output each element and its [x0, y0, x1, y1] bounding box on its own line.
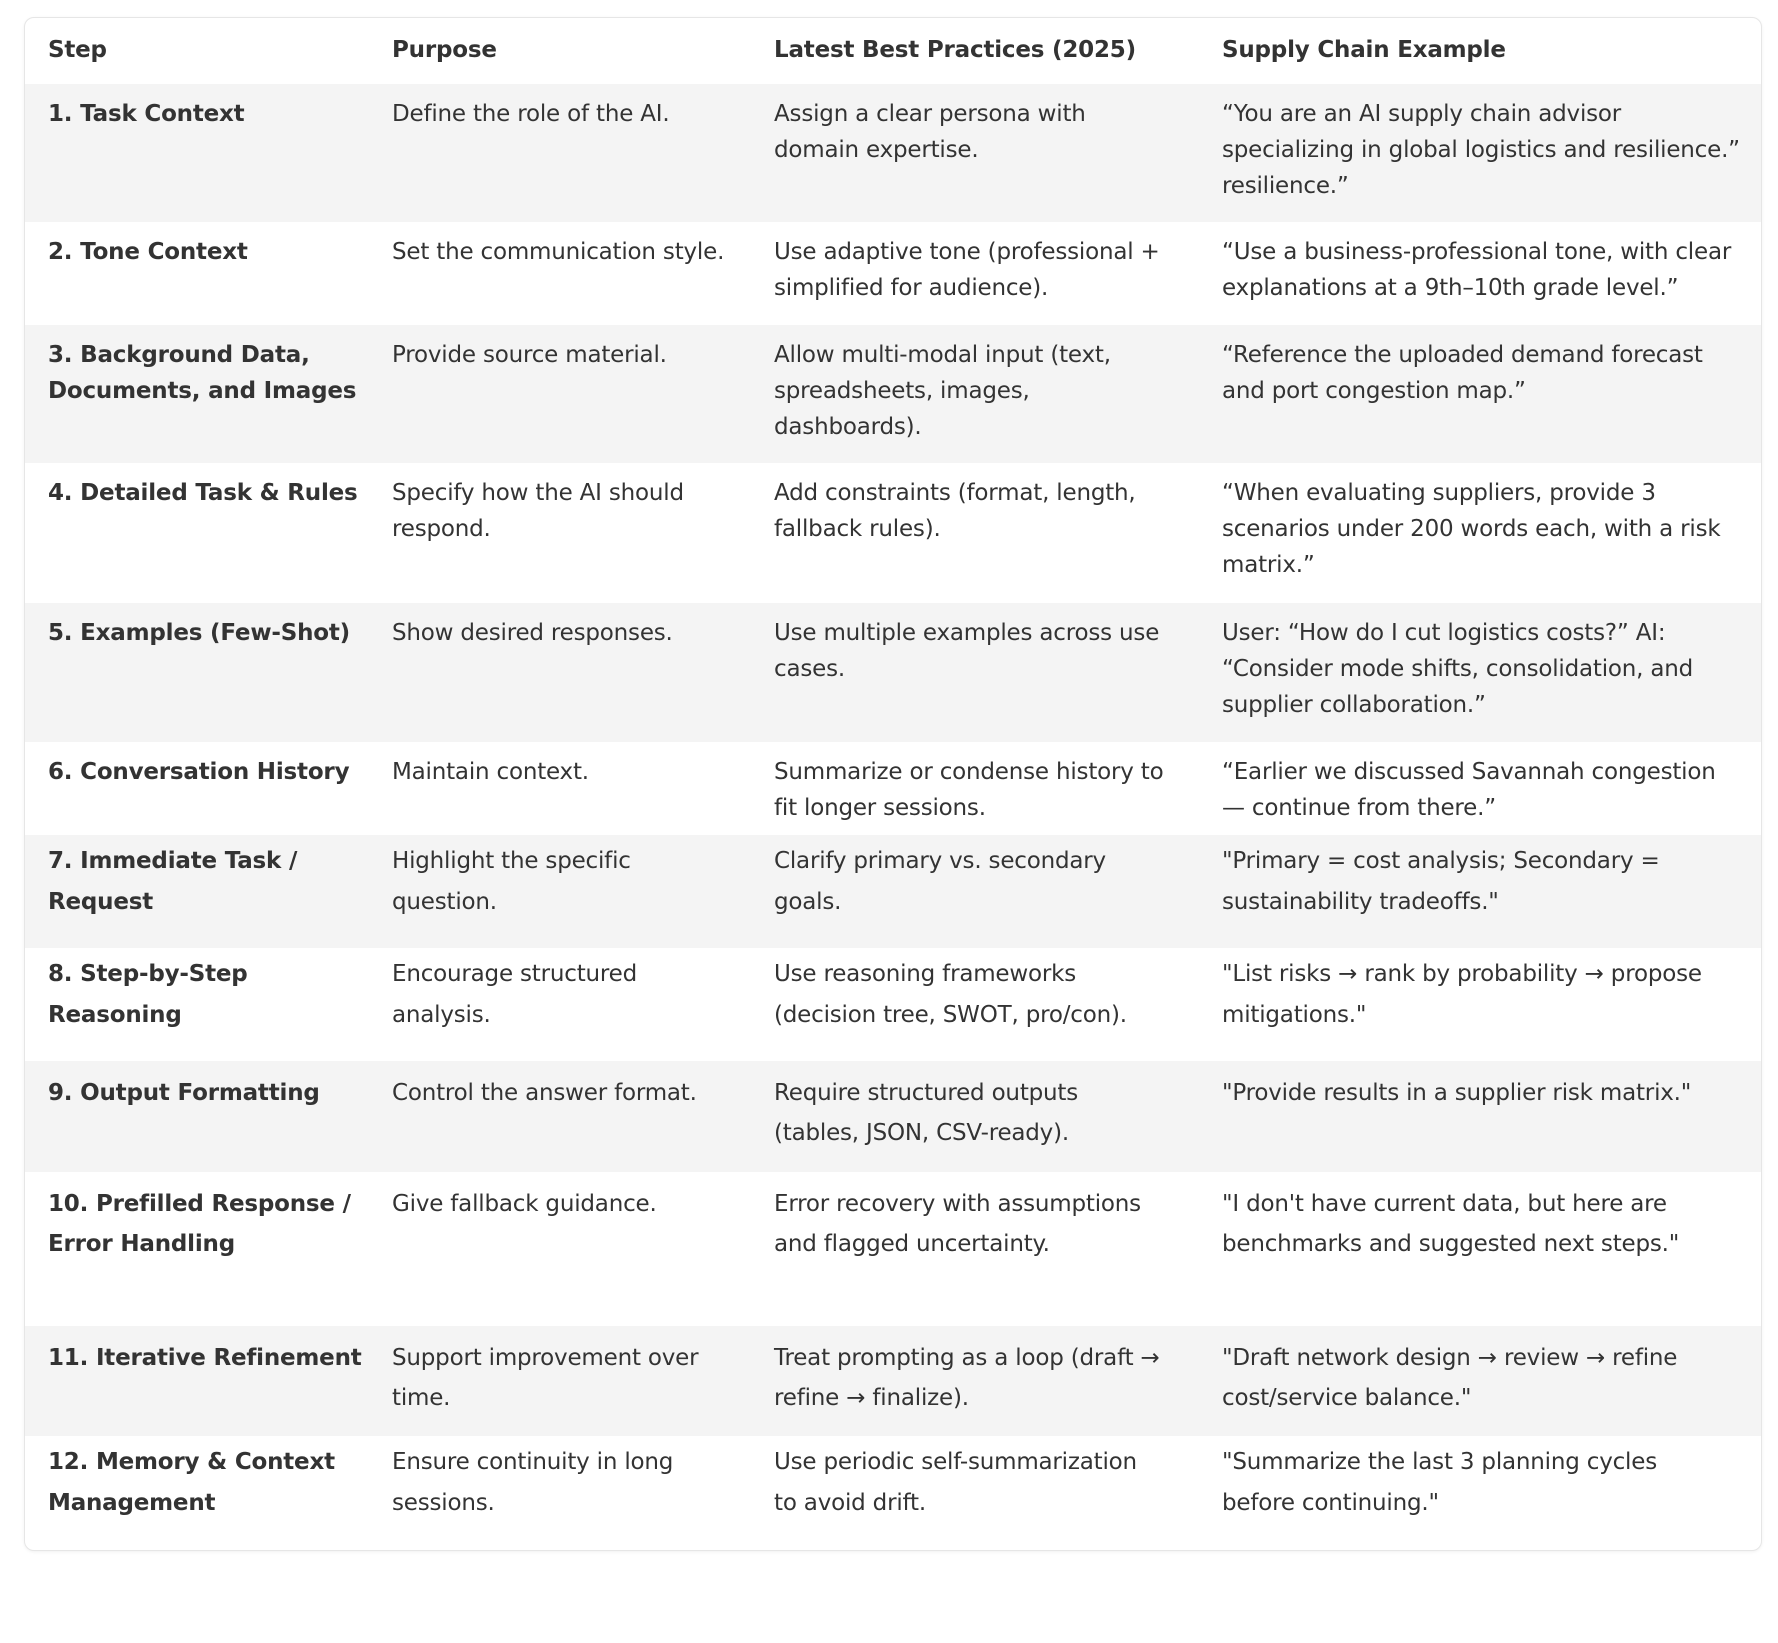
purpose-cell-line: sessions.: [392, 1490, 495, 1516]
step-cell-line: 9. Output Formatting: [48, 1080, 320, 1106]
best-practice-cell-line: Require structured outputs: [774, 1080, 1079, 1106]
purpose-cell-line: analysis.: [392, 1002, 491, 1028]
best-practice-cell-line: fit longer sessions.: [774, 795, 986, 821]
table-header-row: [25, 18, 1761, 84]
best-practice-cell-line: dashboards).: [774, 414, 922, 440]
best-practice-cell-line: spreadsheets, images,: [774, 378, 1030, 404]
best-practice-cell-line: Add constraints (format, length,: [774, 480, 1136, 506]
best-practice-cell: [774, 1073, 1194, 1153]
purpose-cell-line: Ensure continuity in long: [392, 1449, 674, 1475]
step-cell-line: 7. Immediate Task /: [48, 848, 298, 874]
best-practice-cell: [774, 754, 1194, 826]
step-cell: [48, 337, 368, 409]
purpose-cell-line: Provide source material.: [392, 342, 667, 368]
example-cell-line: “Earlier we discussed Savannah congestion: [1222, 759, 1716, 785]
best-practice-cell: [774, 475, 1194, 547]
example-cell-line: User: “How do I cut logistics costs?” AI:: [1222, 620, 1666, 646]
step-cell: [48, 841, 368, 923]
best-practice-cell-line: Use periodic self-summarization: [774, 1449, 1137, 1475]
example-cell-line: sustainability tradeoffs.": [1222, 889, 1499, 915]
best-practice-cell-line: Allow multi-modal input (text,: [774, 342, 1111, 368]
purpose-cell-line: question.: [392, 889, 497, 915]
step-cell: [48, 1073, 368, 1113]
step-cell-line: Management: [48, 1490, 216, 1516]
table-row: [25, 1172, 1761, 1326]
table-row: [25, 222, 1761, 325]
purpose-cell-line: Show desired responses.: [392, 620, 673, 646]
purpose-cell: [392, 841, 752, 923]
example-cell-line: specializing in global logistics and resilience.”: [1222, 137, 1740, 163]
example-cell: [1222, 1442, 1752, 1524]
best-practice-cell-line: Error recovery with assumptions: [774, 1191, 1141, 1217]
purpose-cell-line: Specify how the AI should: [392, 480, 684, 506]
example-cell-line: “You are an AI supply chain advisor: [1222, 101, 1622, 127]
step-cell-line: Error Handling: [48, 1231, 235, 1257]
table-row: [25, 463, 1761, 603]
example-cell: [1222, 954, 1752, 1036]
best-practice-cell-line: Assign a clear persona with: [774, 101, 1086, 127]
example-cell-line: and port congestion map.”: [1222, 378, 1526, 404]
purpose-cell-line: Support improvement over: [392, 1345, 699, 1371]
best-practice-cell-line: refine → finalize).: [774, 1385, 969, 1411]
purpose-cell: [392, 475, 752, 547]
table-row: [25, 1326, 1761, 1436]
example-cell: [1222, 337, 1752, 409]
best-practice-cell-line: (tables, JSON, CSV-ready).: [774, 1120, 1069, 1146]
best-practice-cell-line: and flagged uncertainty.: [774, 1231, 1050, 1257]
purpose-cell: [392, 337, 752, 373]
example-cell: [1222, 475, 1752, 583]
best-practice-cell-line: simplified for audience).: [774, 275, 1049, 301]
table-row: [25, 1436, 1761, 1550]
example-cell-line: mitigations.": [1222, 1002, 1367, 1028]
step-cell-line: 2. Tone Context: [48, 239, 248, 265]
purpose-cell-line: time.: [392, 1385, 451, 1411]
example-cell-line: “Use a business-professional tone, with clear: [1222, 239, 1732, 265]
purpose-cell: [392, 1442, 752, 1524]
step-cell: [48, 96, 368, 132]
example-cell-line: before continuing.": [1222, 1490, 1439, 1516]
example-cell-line: benchmarks and suggested next steps.": [1222, 1231, 1680, 1257]
table-row: [25, 325, 1761, 463]
purpose-cell: [392, 954, 752, 1036]
best-practice-cell-line: (decision tree, SWOT, pro/con).: [774, 1002, 1127, 1028]
purpose-cell-line: respond.: [392, 516, 491, 542]
step-cell-line: 11. Iterative Refinement: [48, 1345, 362, 1371]
purpose-cell-line: Encourage structured: [392, 961, 637, 987]
best-practice-cell-line: domain expertise.: [774, 137, 979, 163]
example-cell-line: — continue from there.”: [1222, 795, 1496, 821]
example-cell-line: explanations at a 9th–10th grade level.”: [1222, 275, 1679, 301]
best-practice-cell-line: Use multiple examples across use: [774, 620, 1160, 646]
header-supply-chain-example: Supply Chain Example: [1222, 37, 1506, 63]
best-practice-cell-line: Treat prompting as a loop (draft →: [774, 1345, 1160, 1371]
best-practice-cell-line: Use adaptive tone (professional +: [774, 239, 1160, 265]
example-cell-line: resilience.”: [1222, 173, 1349, 199]
best-practice-cell: [774, 1338, 1194, 1418]
example-cell-line: scenarios under 200 words each, with a risk: [1222, 516, 1721, 542]
table-row: [25, 742, 1761, 835]
example-cell: [1222, 1073, 1752, 1113]
best-practice-cell-line: Use reasoning frameworks: [774, 961, 1077, 987]
purpose-cell: [392, 96, 752, 132]
purpose-cell: [392, 615, 752, 651]
best-practice-cell-line: cases.: [774, 656, 845, 682]
example-cell-line: "Summarize the last 3 planning cycles: [1222, 1449, 1657, 1475]
prompt-framework-table: [24, 17, 1762, 1551]
table-row: [25, 948, 1761, 1061]
purpose-cell: [392, 1184, 752, 1224]
example-cell-line: "Primary = cost analysis; Secondary =: [1222, 848, 1660, 874]
best-practice-cell-line: Summarize or condense history to: [774, 759, 1164, 785]
example-cell: [1222, 1338, 1752, 1418]
example-cell: [1222, 754, 1752, 826]
best-practice-cell-line: to avoid drift.: [774, 1490, 926, 1516]
purpose-cell-line: Maintain context.: [392, 759, 589, 785]
example-cell-line: “Reference the uploaded demand forecast: [1222, 342, 1703, 368]
step-cell-line: 12. Memory & Context: [48, 1449, 335, 1475]
best-practice-cell: [774, 841, 1194, 923]
example-cell: [1222, 234, 1752, 306]
table-row: [25, 603, 1761, 742]
step-cell-line: 3. Background Data,: [48, 342, 310, 368]
best-practice-cell: [774, 234, 1194, 306]
best-practice-cell-line: goals.: [774, 889, 842, 915]
step-cell-line: 8. Step-by-Step: [48, 961, 248, 987]
purpose-cell-line: Control the answer format.: [392, 1080, 697, 1106]
purpose-cell-line: Set the communication style.: [392, 239, 725, 265]
step-cell-line: Documents, and Images: [48, 378, 357, 404]
example-cell-line: "Provide results in a supplier risk matrix.": [1222, 1080, 1692, 1106]
header-best-practices: Latest Best Practices (2025): [774, 37, 1136, 63]
purpose-cell: [392, 1338, 752, 1418]
example-cell-line: cost/service balance.": [1222, 1385, 1472, 1411]
purpose-cell-line: Define the role of the AI.: [392, 101, 670, 127]
example-cell-line: supplier collaboration.”: [1222, 692, 1486, 718]
example-cell: [1222, 615, 1752, 723]
best-practice-cell: [774, 1184, 1194, 1264]
step-cell-line: 4. Detailed Task & Rules: [48, 480, 358, 506]
best-practice-cell-line: Clarify primary vs. secondary: [774, 848, 1106, 874]
purpose-cell: [392, 234, 752, 270]
best-practice-cell-line: fallback rules).: [774, 516, 941, 542]
step-cell: [48, 1338, 368, 1378]
table-row: [25, 835, 1761, 948]
best-practice-cell: [774, 615, 1194, 687]
best-practice-cell: [774, 954, 1194, 1036]
example-cell: [1222, 841, 1752, 923]
example-cell-line: "List risks → rank by probability → propose: [1222, 961, 1702, 987]
step-cell-line: 10. Prefilled Response /: [48, 1191, 351, 1217]
example-cell-line: "Draft network design → review → refine: [1222, 1345, 1678, 1371]
step-cell: [48, 754, 368, 790]
purpose-cell-line: Give fallback guidance.: [392, 1191, 657, 1217]
example-cell-line: matrix.”: [1222, 552, 1315, 578]
step-cell: [48, 1184, 368, 1264]
step-cell-line: 1. Task Context: [48, 101, 245, 127]
step-cell-line: Reasoning: [48, 1002, 182, 1028]
header-purpose: Purpose: [392, 37, 497, 63]
example-cell-line: “When evaluating suppliers, provide 3: [1222, 480, 1656, 506]
best-practice-cell: [774, 337, 1194, 445]
best-practice-cell: [774, 96, 1194, 168]
step-cell-line: Request: [48, 889, 154, 915]
purpose-cell: [392, 1073, 752, 1113]
purpose-cell: [392, 754, 752, 790]
step-cell: [48, 234, 368, 270]
step-cell-line: 5. Examples (Few-Shot): [48, 620, 350, 646]
example-cell: [1222, 96, 1752, 204]
example-cell-line: “Consider mode shifts, consolidation, and: [1222, 656, 1694, 682]
header-step: Step: [48, 37, 107, 63]
step-cell: [48, 615, 368, 651]
step-cell: [48, 1442, 368, 1524]
step-cell-line: 6. Conversation History: [48, 759, 350, 785]
purpose-cell-line: Highlight the specific: [392, 848, 631, 874]
example-cell-line: "I don't have current data, but here are: [1222, 1191, 1667, 1217]
example-cell: [1222, 1184, 1752, 1264]
table-row: [25, 1061, 1761, 1172]
step-cell: [48, 954, 368, 1036]
table-row: [25, 84, 1761, 222]
best-practice-cell: [774, 1442, 1194, 1524]
step-cell: [48, 475, 368, 511]
